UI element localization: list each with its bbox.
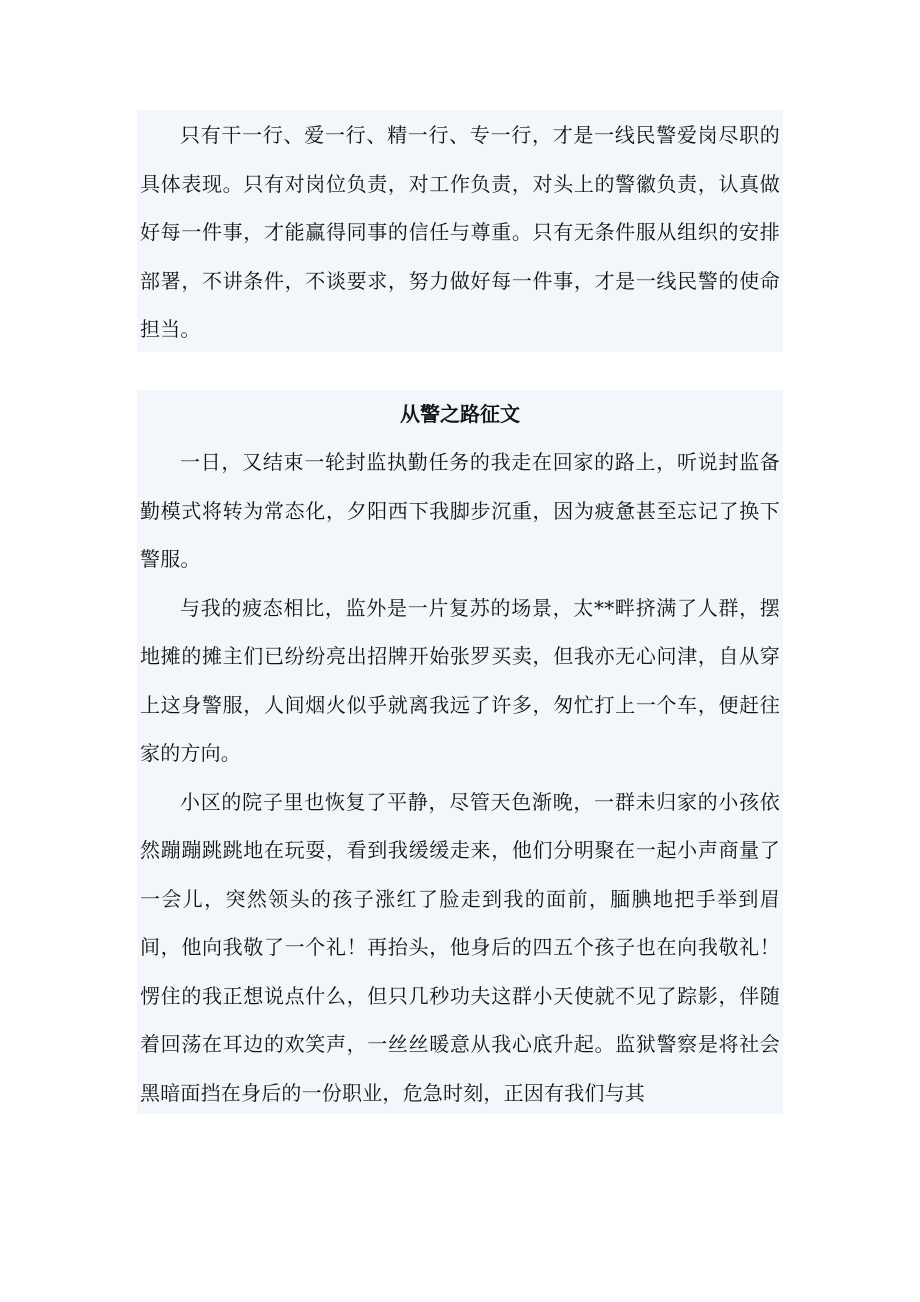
essay-paragraph-3: 小区的院子里也恢复了平静，尽管天色渐晚，一群未归家的小孩依然蹦蹦跳跳地在玩耍，看到我缓缓走来，他们分明聚在一起小声商量了一会儿，突然领头的孩子涨红了脸走到我的面前，腼腆地把手举到眉间，他向我敬了一个礼！再抬头，他身后的四五个孩子也在向我敬礼！愣住的我正想说点什么，但只几秒功夫这群小天使就不见了踪影，伴随着回荡在耳边的欢笑声，一丝丝暖意从我心底升起。监狱警察是将社会黑暗面挡在身后的一份职业，危急时刻，正因有我们与其 <box>140 789 780 1105</box>
paragraph-duty: 只有干一行、爱一行、精一行、专一行，才是一线民警爱岗尽职的具体表现。只有对岗位负责，对工作负责，对头上的警徽负责，认真做好每一件事，才能赢得同事的信任与尊重。只有无条件服从组织的安排部署，不讲条件，不谈要求，努力做好每一件事，才是一线民警的使命担当。 <box>140 123 780 341</box>
text-block-essay <box>137 390 783 1114</box>
text-block-1 <box>137 110 783 352</box>
essay-title: 从警之路征文 <box>400 402 520 426</box>
essay-paragraph-2: 与我的疲态相比，监外是一片复苏的场景，太**畔挤满了人群，摆地摊的摊主们已纷纷亮出招牌开始张罗买卖，但我亦无心问津，自从穿上这身警服，人间烟火似乎就离我远了许多，匆忙打上一个车，便赶往家的方向。 <box>140 595 780 765</box>
essay-paragraph-1: 一日，又结束一轮封监执勤任务的我走在回家的路上，听说封监备勤模式将转为常态化，夕阳西下我脚步沉重，因为疲惫甚至忘记了换下警服。 <box>140 450 780 571</box>
